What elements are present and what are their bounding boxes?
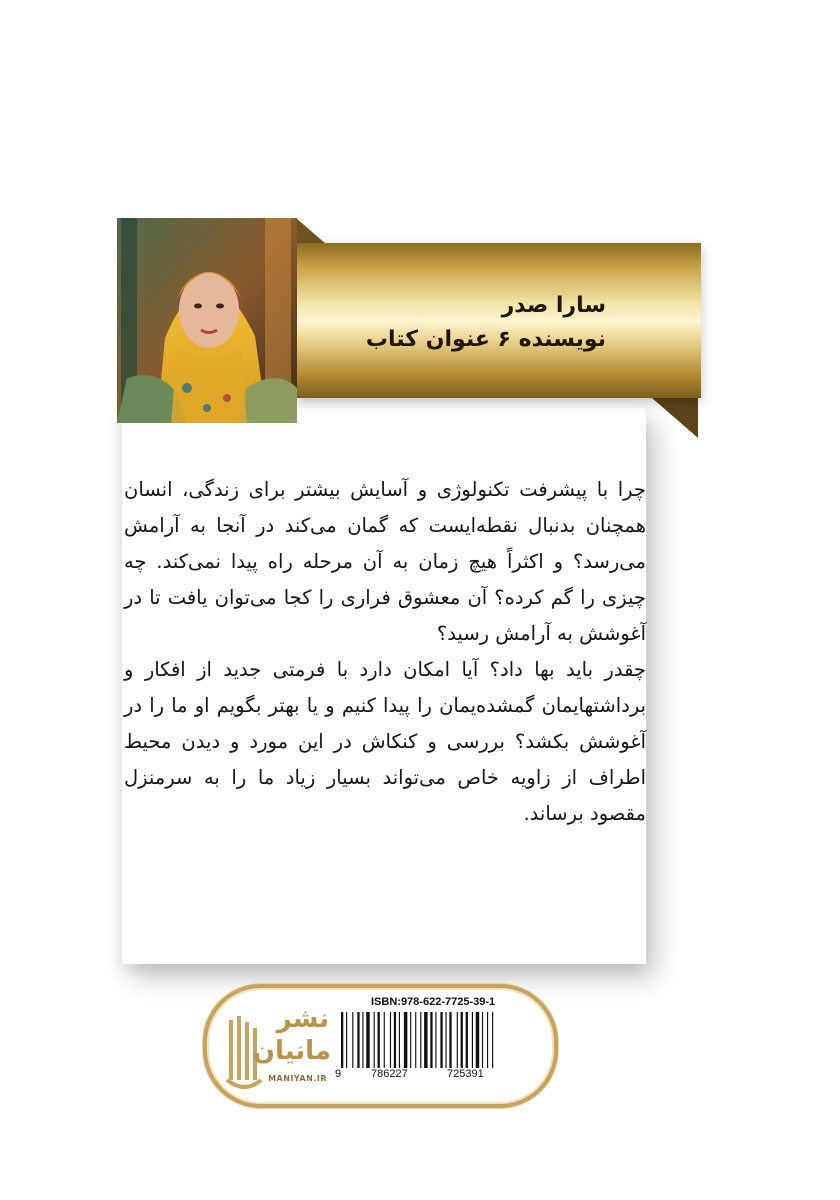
author-banner (296, 243, 701, 398)
barcode-bar (341, 1012, 343, 1068)
publisher-name-line2: مانیان (252, 1036, 331, 1066)
barcode-bar (404, 1012, 407, 1068)
author-photo (117, 218, 297, 423)
publisher-name-line1: نشر (276, 1004, 329, 1034)
barcode-bar (384, 1012, 385, 1068)
barcode-bar (466, 1012, 468, 1068)
barcode-bar (492, 1012, 493, 1068)
paragraph-1: چرا با پیشرفت تکنولوژی و آسایش بیشتر برای زندگی، انسان همچنان بدنبال نقطه‌ایست که گمان می‌کند در آنجا به آرامش می‌رسد؟ و اکثراً هیچ زمان به آن مرحله راه پیدا نمی‌کند. چه چیزی را گم کرده؟ آن معشوق فراری را کجا می‌توان یافت تا در آغوشش به آرامش رسید؟ (124, 478, 646, 645)
barcode-bar (374, 1012, 375, 1068)
barcode-bar (476, 1012, 479, 1068)
barcode-bar (420, 1012, 421, 1068)
barcode-bar (449, 1012, 451, 1068)
author-name: سارا صدر (501, 293, 606, 318)
barcode-bar (357, 1012, 359, 1068)
barcode-bar (362, 1012, 363, 1068)
barcode-bar (366, 1012, 369, 1068)
barcode-bar (435, 1012, 436, 1068)
paragraph-2: چقدر باید بها داد؟ آیا امکان دارد با فرمتی جدید از افکار و برداشتهایمان گمشده‌یمان را پیدا کنیم و یا بهتر بگویم او ما را در آغوشش بکشد؟ بررسی و کنکاش در این مورد و دیدن محیط اطراف از زاویه خاص می‌تواند بسیار زیاد ما را به سرمنزل مقصود برساند. (124, 658, 646, 825)
barcode-bar (445, 1012, 446, 1068)
barcode-bar (457, 1012, 458, 1068)
barcode-bar (424, 1012, 427, 1068)
barcode (341, 1012, 517, 1068)
barcode-bar (390, 1012, 391, 1068)
isbn-digits-left: 786227 (371, 1068, 408, 1080)
banner-fold-bottom (652, 398, 698, 438)
barcode-bar (487, 1012, 488, 1068)
barcode-bar (352, 1012, 353, 1068)
barcode-bar (430, 1012, 432, 1068)
publisher-logo (223, 1004, 335, 1090)
barcode-bar (482, 1012, 483, 1068)
barcode-bar (415, 1012, 416, 1068)
isbn-digits-right: 725391 (447, 1068, 484, 1080)
barcode-bar (394, 1012, 396, 1068)
isbn-label: ISBN:978-622-7725-39-1 (371, 996, 496, 1008)
barcode-bar (440, 1012, 442, 1068)
isbn-digit-first: 9 (335, 1068, 342, 1080)
publisher-url: MANIYAN.IR (268, 1074, 327, 1083)
barcode-bar (472, 1012, 473, 1068)
author-subtitle: نویسنده ۶ عنوان کتاب (365, 327, 606, 352)
isbn-badge (203, 984, 558, 1108)
barcode-bar (410, 1012, 411, 1068)
barcode-bar (346, 1012, 347, 1068)
barcode-bar (461, 1012, 463, 1068)
back-cover-text (124, 472, 646, 832)
barcode-bar (378, 1012, 380, 1068)
banner-fold-top (296, 218, 326, 244)
barcode-bar (399, 1012, 400, 1068)
